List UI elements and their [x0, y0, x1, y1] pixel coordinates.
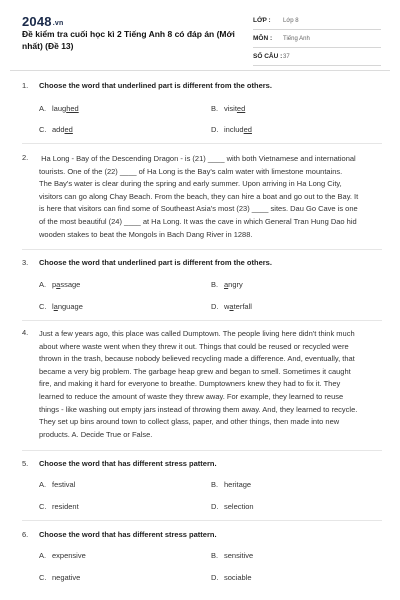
question-prompt: Choose the word that underlined part is different from the others. — [39, 81, 272, 90]
question-divider — [22, 143, 382, 144]
underlined-part: ed — [243, 125, 252, 134]
option-text: resident — [52, 502, 79, 511]
option-b[interactable] — [211, 480, 251, 489]
underlined-part: ed — [64, 125, 73, 134]
option-text: negative — [52, 573, 81, 582]
document-title: Đề kiểm tra cuối học kì 2 Tiếng Anh 8 có đáp án (Mới nhất) (Đề 13) — [22, 29, 235, 51]
question-number: 1. — [22, 81, 29, 90]
passage-line: things - like washing out empty jars instead of throwing them away. And, they learned to recycle. — [39, 404, 358, 414]
option-c[interactable] — [39, 302, 83, 311]
question-divider — [22, 320, 382, 321]
option-letter: A. — [39, 480, 47, 489]
meta-value: Lớp 8 — [283, 17, 299, 24]
passage-line: Ha Long - Bay of the Descending Dragon - is (21) ____ with both Vietnamese and international — [39, 154, 356, 163]
question-divider — [22, 520, 382, 521]
meta-key: MÔN : — [253, 35, 273, 42]
option-d[interactable] — [211, 125, 252, 134]
option-text: sociable — [224, 573, 252, 582]
passage — [39, 153, 395, 241]
option-text: laug — [52, 104, 67, 113]
option-text: w — [224, 302, 230, 311]
option-letter: B. — [211, 104, 219, 113]
option-text: p — [52, 280, 57, 289]
passage-line: They set up bins around town to collect glass, paper, and other things, then made into new — [39, 417, 340, 427]
meta-value: Tiếng Anh — [283, 35, 310, 42]
option-text: includ — [224, 125, 244, 134]
option-letter: B. — [211, 280, 219, 289]
option-letter: A. — [39, 104, 47, 113]
option-text: festival — [52, 480, 76, 489]
question-number: 5. — [22, 459, 29, 468]
meta-key: LỚP : — [253, 17, 271, 24]
passage-line: tourists. One of the (22) ____ of Ha Long is the Bay's calm water with limestone mountains. — [39, 166, 343, 176]
passage-line: thrown in the trash, because nobody believed recycling made a difference. And, eventually, that — [39, 354, 355, 364]
question-number: 3. — [22, 258, 29, 267]
passage-line: The Bay's water is clear during the spring and early summer. Upon arriving in Ha Long City, — [39, 179, 342, 189]
option-text: terfall — [233, 302, 252, 311]
underlined-part: hed — [66, 104, 79, 113]
logo-text: 2048 — [22, 14, 52, 29]
passage-line: visitors can go along Chay Beach. From the beach, they can hire a boat and go out to the Bay. It — [39, 191, 359, 201]
passage-line: Just a few years ago, this place was called Dumptown. The people living here didn't think much — [39, 329, 355, 338]
underlined-part: a — [53, 302, 58, 311]
meta-value: 37 — [283, 53, 290, 60]
option-letter: C. — [39, 502, 47, 511]
meta-table — [253, 12, 381, 66]
passage-line: learned to reduce the amount of waste they threw away. For example, they learned to reuse — [39, 391, 344, 401]
question-divider — [22, 249, 382, 250]
question-divider — [22, 450, 382, 451]
option-text: selection — [224, 502, 254, 511]
option-a[interactable] — [39, 104, 79, 113]
underlined-part: a — [224, 280, 229, 289]
question-number: 6. — [22, 530, 29, 539]
question-prompt: Choose the word that underlined part is different from the others. — [39, 258, 272, 267]
option-text: visit — [224, 104, 237, 113]
passage-line: of the most beautiful (24) ____ at Ha Long. It was the cave in which General Tran Hung Dao hid — [39, 216, 357, 226]
passage-line: about where waste went when they threw it out. Things that could be reused or recycled were — [39, 341, 349, 351]
option-d[interactable] — [211, 573, 252, 582]
option-text: ngry — [228, 280, 243, 289]
option-a[interactable] — [39, 480, 75, 489]
question-number: 2. — [22, 153, 29, 162]
meta-key: SỐ CÂU : — [253, 53, 283, 60]
option-text: ssage — [60, 280, 81, 289]
underlined-part: a — [56, 280, 61, 289]
site-logo[interactable] — [22, 14, 63, 29]
option-text: add — [52, 125, 65, 134]
option-letter: B. — [211, 480, 219, 489]
option-c[interactable] — [39, 125, 73, 134]
underlined-part: a — [229, 302, 234, 311]
option-letter: D. — [211, 125, 219, 134]
passage-line: wooden stakes to beat the Mongols in Bach Dang River in 1288. — [39, 229, 253, 239]
option-text: l — [52, 302, 54, 311]
question-number: 4. — [22, 328, 29, 337]
page-header — [0, 0, 400, 66]
option-b[interactable] — [211, 104, 245, 113]
option-d[interactable] — [211, 302, 252, 311]
option-letter: C. — [39, 573, 47, 582]
meta-row-count — [253, 48, 381, 66]
option-text: expensive — [52, 551, 86, 560]
question-prompt: Choose the word that has different stress pattern. — [39, 459, 217, 468]
passage-line: became a very big problem. The garbage heap grew and began to smell. Sometimes it caught — [39, 366, 351, 376]
logo-tld: .vn — [52, 20, 64, 27]
passage — [39, 328, 395, 441]
option-text: sensitive — [224, 551, 254, 560]
option-letter: D. — [211, 302, 219, 311]
option-b[interactable] — [211, 551, 253, 560]
option-c[interactable] — [39, 502, 79, 511]
option-letter: A. — [39, 280, 47, 289]
passage-line: fire, and making it hard for everyone to breathe. Dumptowners knew they had to fix it. They — [39, 379, 341, 389]
underlined-part: ed — [236, 104, 246, 113]
option-b[interactable] — [211, 280, 243, 289]
option-a[interactable] — [39, 551, 86, 560]
meta-row-subject — [253, 30, 381, 48]
option-letter: D. — [211, 573, 219, 582]
option-letter: D. — [211, 502, 219, 511]
header-divider — [10, 70, 390, 71]
option-letter: B. — [211, 551, 219, 560]
passage-line: products. A. Decide True or False. — [39, 429, 153, 439]
option-text: nguage — [57, 302, 83, 311]
option-c[interactable] — [39, 573, 80, 582]
option-a[interactable] — [39, 280, 80, 289]
option-d[interactable] — [211, 502, 254, 511]
option-text: heritage — [224, 480, 252, 489]
option-letter: C. — [39, 302, 47, 311]
passage-line: is here that visitors can find some of Southeast Asia's most (23) ____ sites. Dau Go Cave is one — [39, 204, 358, 214]
option-letter: A. — [39, 551, 47, 560]
meta-row-class — [253, 12, 381, 30]
question-prompt: Choose the word that has different stress pattern. — [39, 530, 217, 539]
option-letter: C. — [39, 125, 47, 134]
